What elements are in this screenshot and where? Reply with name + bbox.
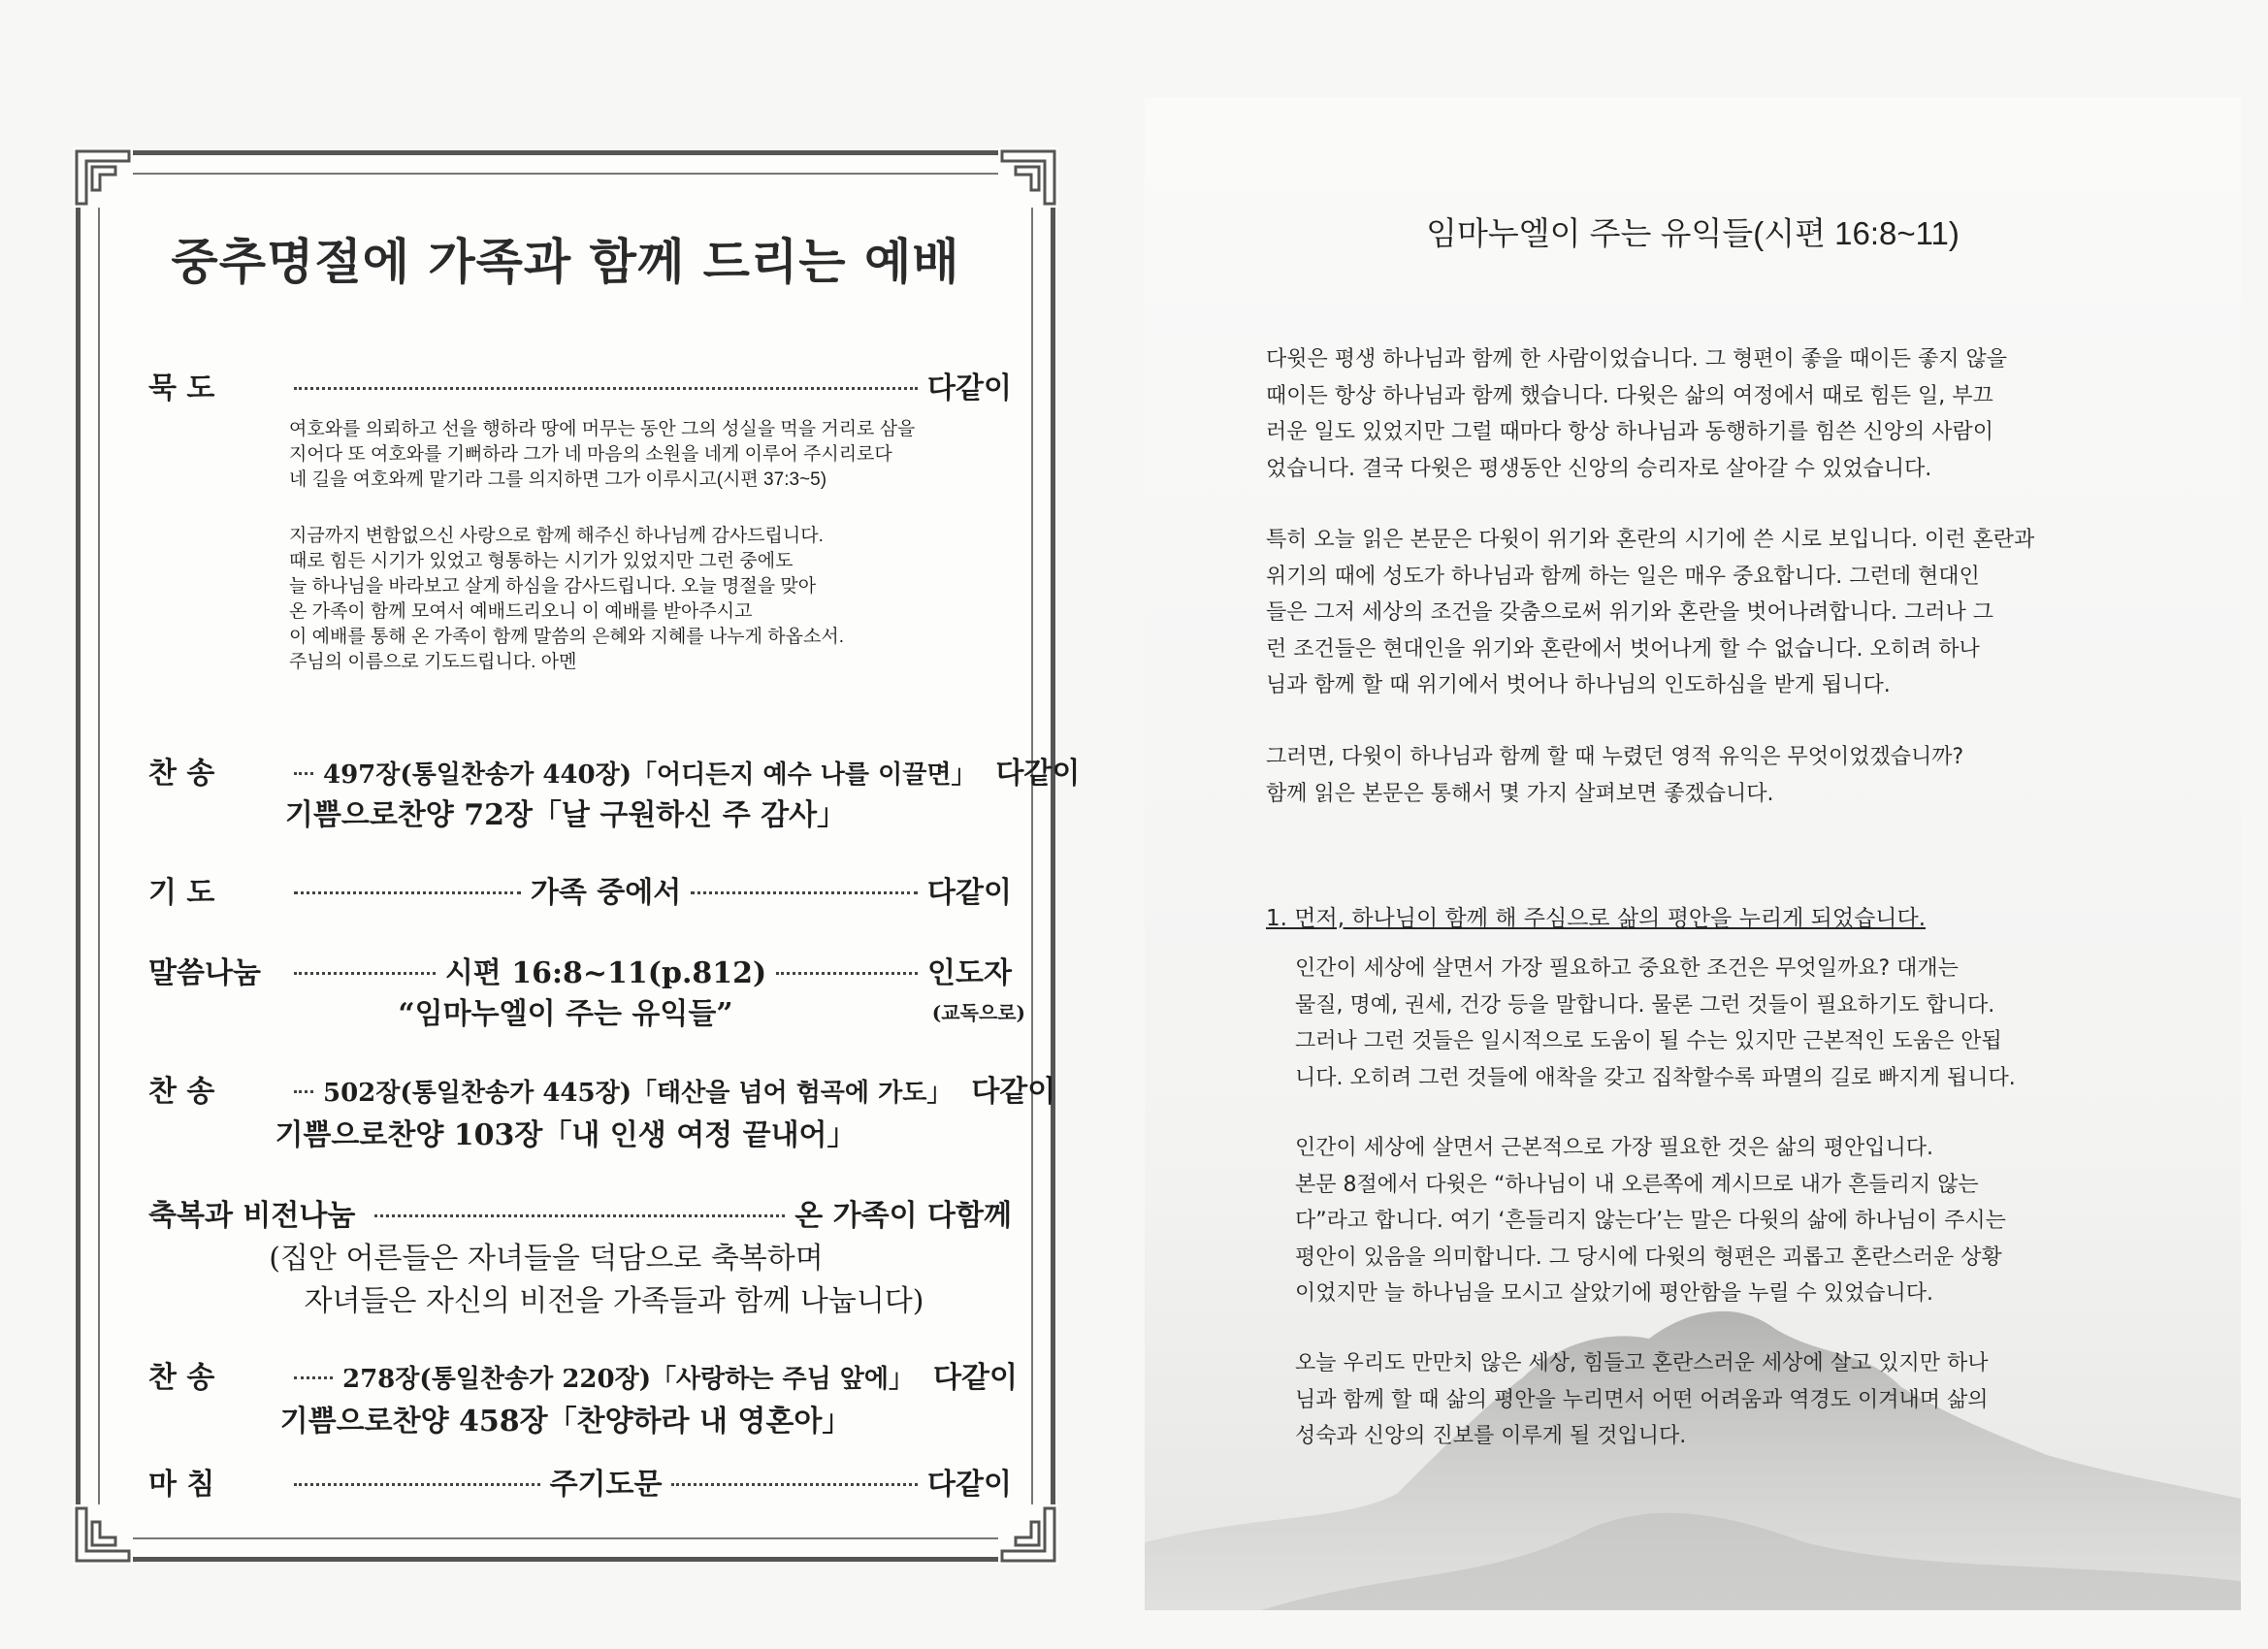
- leader-dots: [294, 1483, 540, 1486]
- order-label: 말씀나눔: [148, 956, 261, 990]
- order-leader: 다같이: [927, 372, 1012, 405]
- order-label: 찬 송: [148, 1361, 215, 1395]
- text-line: 물질, 명예, 권세, 건강 등을 말합니다. 물론 그런 것들이 필요하기도 합니다.: [1295, 992, 1995, 1018]
- text-line: 인간이 세상에 살면서 가장 필요하고 중요한 조건은 무엇일까요? 대개는: [1295, 956, 1959, 981]
- text-line: 그러면, 다윗이 하나님과 함께 할 때 누렸던 영적 유익은 무엇이었겠습니까?: [1266, 745, 1964, 769]
- opening-prayer: [289, 524, 844, 675]
- order-leader: 다같이: [933, 1361, 1018, 1395]
- text-line: 이 예배를 통해 온 가족이 함께 말씀의 은혜와 지혜를 나누게 하옵소서.: [289, 627, 844, 647]
- paragraph-intro: [1266, 341, 2100, 487]
- text-line: 러운 일도 있었지만 그럴 때마다 항상 하나님과 동행하기를 힘쓴 신앙의 사람이: [1266, 420, 1993, 444]
- text-line: 성숙과 신앙의 진보를 이루게 될 것입니다.: [1295, 1424, 1687, 1448]
- order-leader: 인도자: [927, 956, 1012, 990]
- text-line: 여호와를 의뢰하고 선을 행하라 땅에 머무는 동안 그의 성실을 먹을 거리로 삼을: [289, 419, 916, 439]
- order-leader: 다같이: [971, 1075, 1056, 1109]
- order-leader: 다같이: [927, 1468, 1012, 1502]
- text-line: 때이든 항상 하나님과 함께 했습니다. 다윗은 삶의 여정에서 때로 힘든 일, 부끄: [1266, 383, 1993, 408]
- text-line: 그러나 그런 것들은 일시적으로 도움이 될 수는 있지만 근본적인 도움은 안됩: [1295, 1029, 2002, 1053]
- paragraph-peace: [1295, 1130, 2100, 1312]
- paragraph-context: [1266, 522, 2100, 704]
- leader-dots: [776, 972, 918, 975]
- text-line: 위기의 때에 성도가 하나님과 함께 하는 일은 매우 중요합니다. 그런데 현대인: [1266, 564, 1980, 589]
- text-line: 님과 함께 할 때 삶의 평안을 누리면서 어떤 어려움과 역경도 이겨내며 삶의: [1295, 1387, 1989, 1412]
- sermon-title: “임마누엘이 주는 유익들”: [398, 997, 733, 1031]
- order-item-prayer: [148, 868, 1012, 911]
- leader-dots: [294, 891, 521, 894]
- closing-prayer: 주기도문: [549, 1468, 663, 1502]
- hymn-title: 278장(통일찬송가 220장)「사랑하는 주님 앞에」: [342, 1365, 915, 1394]
- order-leader: 온 가족이 다함께: [794, 1199, 1012, 1233]
- text-line: 다”라고 합니다. 여기 ‘흔들리지 않는다’는 말은 다윗의 삶에 하나님이 주시는: [1295, 1209, 2006, 1233]
- text-line: 다윗은 평생 하나님과 함께 한 사람이었습니다. 그 형편이 좋을 때이든 좋지 않을: [1266, 347, 2007, 372]
- blessing-note: 자녀들은 자신의 비전을 가족들과 함께 나눕니다): [304, 1284, 924, 1318]
- text-line: 온 가족이 함께 모여서 예배드리오니 이 예배를 받아주시고: [289, 601, 753, 622]
- scripture-reference: 시편 16:8~11(p.812): [444, 956, 767, 990]
- order-leader: 다같이: [927, 876, 1012, 910]
- text-line: 주님의 이름으로 기도드립니다. 아멘: [289, 652, 577, 672]
- leader-dots: [691, 891, 918, 894]
- section-heading: 1. 먼저, 하나님이 함께 해 주심으로 삶의 평안을 누리게 되었습니다.: [1266, 906, 1927, 931]
- text-line: 함께 읽은 본문은 통해서 몇 가지 살펴보면 좋겠습니다.: [1266, 781, 1774, 806]
- text-line: 평안이 있음을 의미합니다. 그 당시에 다윗의 형편은 괴롭고 혼란스러운 상황: [1295, 1245, 2002, 1270]
- text-line: 네 길을 여호와께 맡기라 그를 의지하면 그가 이루시고(시편 37:3~5): [289, 469, 827, 490]
- sermon-title: 임마누엘이 주는 유익들(시편 16:8~11): [1426, 215, 1960, 251]
- worship-order-page: [76, 150, 1081, 1562]
- leader-dots: [374, 1214, 785, 1217]
- text-line: 들은 그저 세상의 조건을 갖춤으로써 위기와 혼란을 벗어나려합니다. 그러나 그: [1266, 600, 1993, 625]
- leader-dots: [294, 972, 436, 975]
- order-label: 축복과 비전나눔: [148, 1199, 356, 1233]
- text-line: 늘 하나님을 바라보고 살게 하심을 감사드립니다. 오늘 명절을 맞아: [289, 576, 817, 597]
- text-line: 오늘 우리도 만만치 않은 세상, 힘들고 혼란스러운 세상에 살고 있지만 하나: [1295, 1351, 1989, 1375]
- psalm-passage: [289, 417, 915, 493]
- hymn-title: 502장(통일찬송가 445장)「태산을 넘어 험곡에 가도」: [323, 1079, 953, 1108]
- text-line: 특히 오늘 읽은 본문은 다윗이 위기와 혼란의 시기에 쓴 시로 보입니다. 이런 혼란과: [1266, 528, 2035, 552]
- corner-ornament-icon: [998, 147, 1058, 208]
- hymn-title: 497장(통일찬송가 440장)「어디든지 예수 나를 이끌면」: [323, 760, 977, 790]
- text-line: 인간이 세상에 살면서 근본적으로 가장 필요한 것은 삶의 평안입니다.: [1295, 1136, 1933, 1160]
- order-label: 기 도: [148, 876, 215, 910]
- order-item-silent-prayer: [148, 364, 1012, 406]
- text-line: 이었지만 늘 하나님을 모시고 살았기에 평안함을 누릴 수 있었습니다.: [1295, 1281, 1933, 1306]
- prayer-by: 가족 중에서: [530, 876, 682, 910]
- paragraph-conclusion: [1295, 1345, 2100, 1455]
- leader-dots: [294, 1376, 333, 1379]
- text-line: 었습니다. 결국 다윗은 평생동안 신앙의 승리자로 살아갈 수 있었습니다.: [1266, 456, 1932, 481]
- order-item-hymn-2: [148, 1067, 1056, 1110]
- praise-song: 기쁨으로찬양 72장「날 구원하신 주 감사」: [284, 798, 847, 832]
- paragraph-point1: [1295, 951, 2100, 1096]
- text-line: 때로 힘든 시기가 있었고 형통하는 시기가 있었지만 그런 중에도: [289, 551, 794, 571]
- order-item-hymn-3: [148, 1353, 1018, 1396]
- leader-dots: [671, 1483, 918, 1486]
- reading-note: (교독으로): [931, 1001, 1025, 1024]
- order-item-closing: [148, 1460, 1012, 1503]
- worship-title: 중추명절에 가족과 함께 드리는 예배: [171, 233, 960, 290]
- order-label: 묵 도: [148, 372, 215, 405]
- text-line: 지어다 또 여호와를 기뻐하라 그가 네 마음의 소원을 네게 이루어 주시리로다: [289, 444, 892, 465]
- corner-ornament-icon: [998, 1504, 1058, 1565]
- order-label: 마 침: [148, 1468, 215, 1502]
- text-line: 본문 8절에서 다윗은 “하나님이 내 오른쪽에 계시므로 내가 흔들리지 않는: [1295, 1172, 1979, 1197]
- order-label: 찬 송: [148, 1075, 215, 1109]
- leader-dots: [294, 387, 918, 390]
- leader-dots: [294, 1090, 313, 1093]
- text-line: 니다. 오히려 그런 것들에 애착을 갖고 집착할수록 파멸의 길로 빠지게 됩니다.: [1295, 1065, 2016, 1090]
- order-label: 찬 송: [148, 757, 215, 791]
- order-item-blessing: [148, 1191, 1012, 1234]
- corner-ornament-icon: [73, 147, 133, 208]
- leader-dots: [294, 772, 313, 775]
- text-line: 런 조건들은 현대인을 위기와 혼란에서 벗어나게 할 수 없습니다. 오히려 하나: [1266, 636, 1980, 662]
- order-item-hymn-1: [148, 749, 1081, 792]
- text-line: 님과 함께 할 때 위기에서 벗어나 하나님의 인도하심을 받게 됩니다.: [1266, 673, 1891, 697]
- praise-song: 기쁨으로찬양 103장「내 인생 여정 끝내어」: [275, 1118, 857, 1152]
- corner-ornament-icon: [73, 1504, 133, 1565]
- praise-song: 기쁨으로찬양 458장「찬양하라 내 영혼아」: [279, 1405, 852, 1439]
- order-leader: 다같이: [995, 757, 1081, 791]
- blessing-note: (집안 어른들은 자녀들을 덕담으로 축복하며: [269, 1242, 824, 1276]
- text-line: 지금까지 변함없으신 사랑으로 함께 해주신 하나님께 감사드립니다.: [289, 526, 824, 546]
- paragraph-question: [1266, 739, 2100, 812]
- order-item-sermon: [148, 949, 1012, 991]
